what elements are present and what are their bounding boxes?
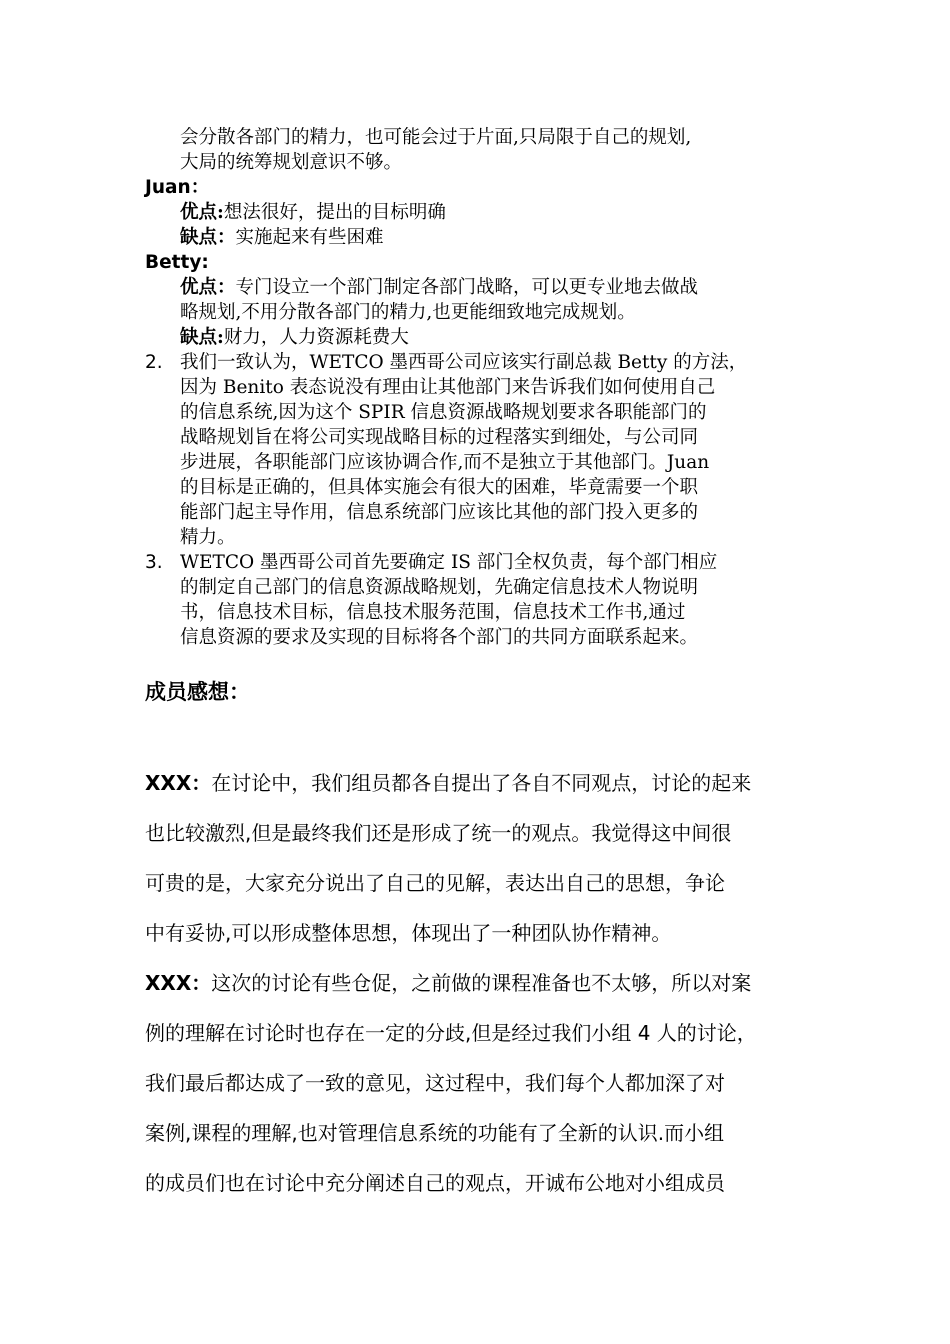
betty-pros <box>180 275 698 325</box>
continued-paragraph <box>180 125 691 175</box>
paragraph-line: 会分散各部门的精力，也可能会过于片面,只局限于自己的规划, <box>180 127 692 148</box>
list-number: 2. <box>145 352 163 373</box>
juan-heading: Juan： <box>145 177 210 198</box>
pros-text: 想法很好，提出的目标明确 <box>223 202 446 223</box>
betty-heading: Betty: <box>145 252 209 273</box>
reflection-line: 例的理解在讨论时也存在一定的分歧,但是经过我们小组 4 人的讨论， <box>145 1021 757 1045</box>
reflection-line: 也比较激烈,但是最终我们还是形成了统一的观点。我觉得这中间很 <box>145 821 732 845</box>
list-item-line: 精力。 <box>180 527 236 548</box>
list-item-line: 能部门起主导作用，信息系统部门应该比其他的部门投入更多的 <box>180 502 699 523</box>
reflection-line: 的成员们也在讨论中充分阐述自己的观点，开诚布公地对小组成员 <box>145 1171 725 1195</box>
list-item-line: 信息资源的要求及实现的目标将各个部门的共同方面联系起来。 <box>180 627 699 648</box>
list-number: 3. <box>145 552 163 573</box>
list-item-line: 书，信息技术目标，信息技术服务范围，信息技术工作书,通过 <box>180 602 686 623</box>
cons-text: 财力，人力资源耗费大 <box>223 327 409 348</box>
section-heading: 成员感想： <box>145 680 250 704</box>
pros-label: 优点： <box>180 277 236 298</box>
list-item-line: WETCO 墨西哥公司首先要确定 IS 部门全权负责，每个部门相应 <box>180 552 718 573</box>
list-item <box>180 350 747 550</box>
paragraph-line: 大局的统筹规划意识不够。 <box>180 152 403 173</box>
list-item <box>180 550 717 650</box>
cons-text: 实施起来有些困难 <box>235 227 384 248</box>
reflection-line: XXX：在讨论中，我们组员都各自提出了各自不同观点，讨论的起来 <box>145 771 752 795</box>
list-item-line: 的目标是正确的，但具体实施会有很大的困难，毕竟需要一个职 <box>180 477 699 498</box>
list-item-line: 的信息系统,因为这个 SPIR 信息资源战略规划要求各职能部门的 <box>180 402 707 423</box>
reflection-line: 中有妥协,可以形成整体思想，体现出了一种团队协作精神。 <box>145 921 672 945</box>
cons-label: 缺点： <box>180 227 236 248</box>
pros-label: 优点: <box>180 202 224 223</box>
list-item-line: 的制定自己部门的信息资源战略规划，先确定信息技术人物说明 <box>180 577 699 598</box>
list-item-line: 我们一致认为，WETCO 墨西哥公司应该实行副总裁 Betty 的方法， <box>180 352 748 373</box>
member-name: XXX： <box>145 771 212 795</box>
member-name: XXX： <box>145 971 212 995</box>
juan-pros <box>180 200 446 225</box>
pros-text: 略规划,不用分散各部门的精力,也更能细致地完成规划。 <box>180 302 636 323</box>
reflection-line: 我们最后都达成了一致的意见，这过程中，我们每个人都加深了对 <box>145 1071 725 1095</box>
list-item-line: 战略规划旨在将公司实现战略目标的过程落实到细处，与公司同 <box>180 427 699 448</box>
cons-label: 缺点: <box>180 327 224 348</box>
reflection-line: XXX：这次的讨论有些仓促，之前做的课程准备也不太够，所以对案 <box>145 971 752 995</box>
reflection-line: 案例,课程的理解,也对管理信息系统的功能有了全新的认识.而小组 <box>145 1121 725 1145</box>
juan-cons <box>180 225 384 250</box>
list-item-line: 因为 Benito 表态说没有理由让其他部门来告诉我们如何使用自己 <box>180 377 716 398</box>
betty-cons <box>180 325 409 350</box>
reflection-line: 可贵的是，大家充分说出了自己的见解，表达出自己的思想，争论 <box>145 871 725 895</box>
list-item-line: 步进展，各职能部门应该协调合作,而不是独立于其他部门。Juan <box>180 452 710 473</box>
pros-text: 专门设立一个部门制定各部门战略，可以更专业地去做战 <box>235 277 699 298</box>
